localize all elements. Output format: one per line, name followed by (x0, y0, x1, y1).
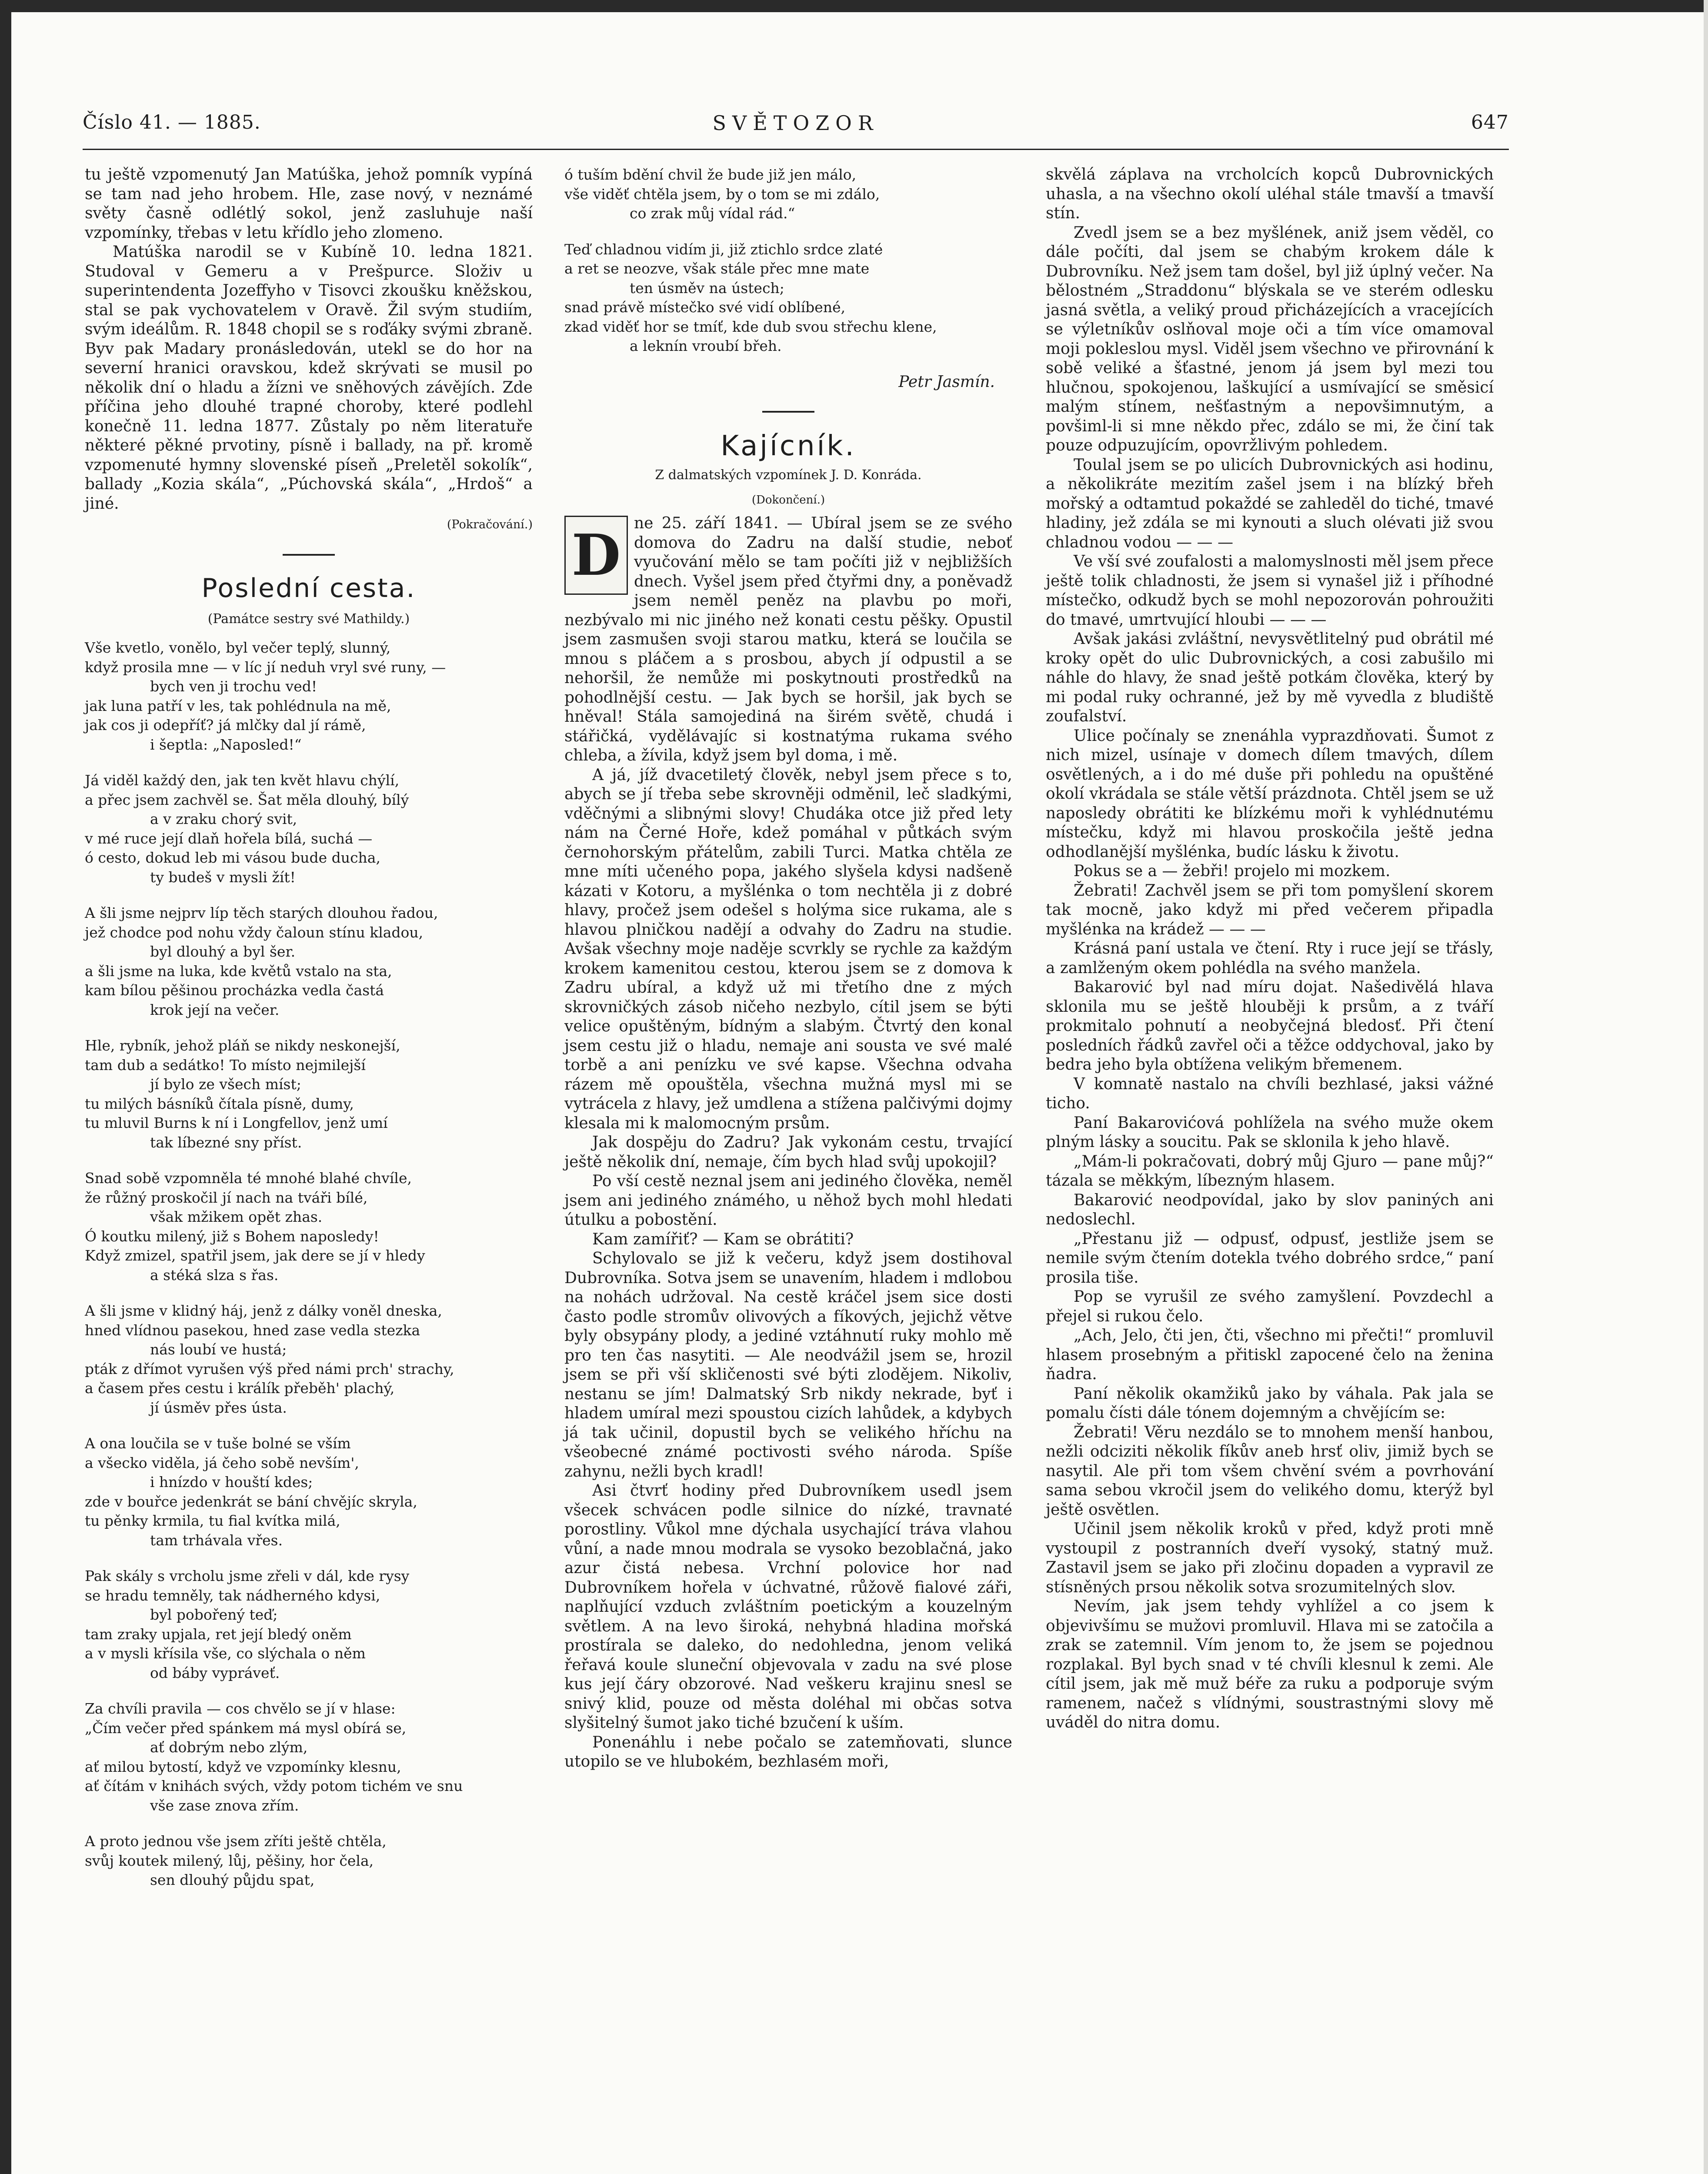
story-note: (Dokončení.) (751, 493, 825, 507)
poem-stanza (85, 638, 533, 754)
scan-left-edge (0, 0, 11, 2174)
col3-paragraph: „Mám-li pokračovati, dobrý můj Gjuro — pane můj?“ tázala se měkkým, líbezným hlasem. (1046, 1152, 1494, 1190)
poem-stanza (564, 240, 1012, 356)
poem-line: však mžikem opět zhas. (150, 1208, 323, 1225)
poem-body (85, 638, 533, 1890)
poem-stanza (564, 165, 1012, 223)
col3-paragraph: Ulice počínaly se znenáhla vyprazdňovati. Šumot z nich mizel, usínaje v domech dílem tmavých, dílem osvětlených, a i do mé duše při pohledu na opuštěné okolí vkrádala se stále větší prázdnota. Chtěl jsem se už naposledy obrátiti ke blízkému moři k vyhlédnutému místečku, když mi hlavou proskočila ještě jedna odhodlanější myšlénka, budíc lásku k životu. (1046, 727, 1494, 861)
col3-paragraph: Bakarović neodpovídal, jako by slov paniných ani nedoslechl. (1046, 1191, 1494, 1228)
poem-line: ať čítám v knihách svých, vždy potom tichém ve snu (85, 1777, 463, 1794)
poem-line: ó cesto, dokud leb mi vásou bude ducha, (85, 849, 380, 866)
poem-line: A ona loučila se v tuše bolné se vším (85, 1435, 351, 1452)
poem-line: i šeptla: „Naposled!“ (150, 736, 302, 753)
column-1 (85, 165, 533, 1907)
poem-line: co zrak můj vídal rád.“ (630, 205, 795, 222)
col3-paragraph: „Přestanu již — odpusť, odpusť, jestliže jsem se nemile svým čtením dotekla tvého dobrého srdce,“ paní prosila tiše. (1046, 1230, 1494, 1287)
poem-line: Teď chladnou vidím ji, již ztichlo srdce zlaté (564, 240, 883, 258)
poem-line: bych ven ji trochu ved! (150, 678, 317, 695)
poem-line: tam dub a sedátko! To místo nejmilejší (85, 1056, 366, 1074)
page-number: 647 (1471, 111, 1509, 133)
poem-line: snad právě místečko své vidí oblíbené, (564, 299, 846, 316)
poem-line: Snad sobě vzpomněla té mnohé blahé chvíle, (85, 1170, 412, 1187)
poem-line: tu milých básníků čítala písně, dumy, (85, 1095, 354, 1112)
poem-stanza (85, 1036, 533, 1152)
poem-line: A šli jsme nejprv líp těch starých dlouhou řadou, (85, 904, 438, 921)
poem-line: A šli jsme v klidný háj, jenž z dálky voněl dneska, (85, 1302, 442, 1319)
poem-ending (564, 165, 1012, 223)
story-title: Kajícník. (721, 430, 856, 462)
poem-line: A proto jednou vše jsem zříti ještě chtěla, (85, 1833, 387, 1850)
column-2 (564, 165, 1012, 1772)
poem-dedication: (Památce sestry své Mathildy.) (207, 611, 410, 627)
col3-paragraph: Žebrati! Věru nezdálo se to mnohem menší hanbou, nežli odciziti několik fíkův aneb hrsť oliv, jimiž bych se nasytil. Ale při tom všem chvění svém a povrhování sama sebou vkročil jsem do velikého domu, kterýž byl ještě osvětlen. (1046, 1423, 1494, 1519)
poem-line: sen dlouhý půjdu spat, (150, 1871, 315, 1888)
poem-line: nás loubí ve hustá; (150, 1341, 287, 1358)
header-rule (83, 149, 1509, 150)
col3-paragraph: V komnatě nastalo na chvíli bezhlasé, jaksi vážné ticho. (1046, 1075, 1494, 1112)
poem-line: a leknín vroubí břeh. (630, 337, 782, 354)
page-header (83, 111, 1509, 146)
col3-paragraph: Paní několik okamžiků jako by váhala. Pak jala se pomalu čísti dále tónem dojemným a chvějícím se: (1046, 1384, 1494, 1422)
poem-line: krok její na večer. (150, 1001, 280, 1018)
poem-line: jak luna patří v les, tak pohlédnula na mě, (85, 697, 391, 714)
poem-author: Petr Jasmín. (898, 373, 995, 391)
poem-line: zde v bouřce jedenkrát se bání chvějíc skryla, (85, 1493, 417, 1510)
poem-line: když prosila mne — v líc jí neduh vryl své runy, — (85, 658, 446, 676)
col2-paragraph: Kam zamířiť? — Kam se obrátiti? (592, 1230, 854, 1248)
col3-paragraph: skvělá záplava na vrcholcích kopců Dubrovnických uhasla, a na všechno okolí uléhal stále tmavší a tmavší stín. (1046, 166, 1494, 222)
poem-stanza (85, 1567, 533, 1683)
poem-line: a v mysli křísila vše, co slýchala o něm (85, 1645, 366, 1662)
poem-line: pták z dřímot vyrušen výš před námi prch' strachy, (85, 1360, 454, 1377)
poem-line: jí bylo ze všech míst; (150, 1076, 301, 1093)
col3-paragraph: Pop se vyrušil ze svého zamyšlení. Povzdechl a přejel si rukou čelo. (1046, 1288, 1494, 1325)
drop-cap: D (564, 516, 628, 595)
poem-line: svůj koutek milený, lůj, pěšiny, hor čela, (85, 1852, 374, 1869)
col3-paragraph: Toulal jsem se po ulicích Dubrovnických asi hodinu, a několikráte mezitím zašel jsem i na blízký břeh mořský a odtamtud pokaždé se zahleděl do tiché, tmavé hladiny, jež zdála se mi kynouti a sluch olévati již svou chladnou vodou — — — (1046, 456, 1494, 551)
poem-ending-stanza (564, 240, 1012, 356)
poem-line: ty budeš v mysli žít! (150, 868, 296, 886)
poem-line: „Čím večer před spánkem má mysl obírá se, (85, 1719, 407, 1737)
poem-title: Poslední cesta. (201, 573, 416, 604)
poem-line: a ret se neozve, však stále přec mne mate (564, 260, 870, 277)
section-divider (283, 554, 335, 556)
continuation-note: (Pokračování.) (447, 518, 533, 531)
poem-line: byl dlouhý a byl šer. (150, 943, 296, 960)
poem-stanza (85, 1699, 533, 1815)
col3-paragraph: Paní Bakarovićová pohlížela na svého muže okem plným lásky a soucitu. Pak se sklonila k jeho hlavě. (1046, 1114, 1494, 1151)
col3-paragraph: „Ach, Jelo, čti jen, čti, všechno mi přečti!“ promluvil hlasem prosebným a přitiskl zapocené čelo na ženina ňadra. (1046, 1327, 1494, 1383)
poem-line: jež chodce pod nohu vždy čaloun stínu kladou, (85, 924, 424, 941)
poem-line: ó tuším bdění chvil že bude již jen málo, (564, 166, 857, 183)
poem-line: Za chvíli pravila — cos chvělo se jí v hlase: (85, 1700, 396, 1717)
section-divider (762, 411, 814, 413)
poem-stanza (85, 1434, 533, 1550)
poem-line: a všecko viděla, já čeho sobě nevším', (85, 1454, 359, 1471)
poem-line: kam bílou pěšinou procházka vedla častá (85, 982, 384, 999)
poem-line: ať milou bytostí, když ve vzpomínky klesnu, (85, 1758, 401, 1775)
poem-line: Já viděl každý den, jak ten květ hlavu chýlí, (85, 772, 400, 789)
poem-line: ať dobrým nebo zlým, (150, 1739, 308, 1756)
scan-right-edge (1704, 0, 1708, 2174)
poem-line: vše viděť chtěla jsem, by o tom se mi zdálo, (564, 185, 880, 203)
poem-line: a v zraku chorý svit, (150, 810, 297, 827)
poem-line: Ó koutku milený, již s Bohem naposledy! (85, 1227, 379, 1245)
poem-line: v mé ruce její dlaň hořela bílá, suchá — (85, 830, 373, 847)
poem-line: Vše kvetlo, vonělo, byl večer teplý, slunný, (85, 639, 391, 656)
poem-line: od báby vypráveť. (150, 1664, 280, 1681)
col2-paragraph: A já, jíž dvacetiletý člověk, nebyl jsem přece s to, abych se jí třeba sebe skrovněji odměnil, leč sladkými, vděčnými a slibnými slovy! Chudáka otce již před lety nám na Černé Hoře, kdež pomáhal v půtkách svým černohorským přátelům, zabili Turci. Matka chtěla ze mne míti učeného popa, jakého slyšela kdysi nadšeně kázati v Kotoru, a myšlénka o tom nechtěla ji z dobré hlavy, pročež jsem odešel s holýma sice rukama, ale s hlavou plničkou nadějí a odvahy do Zadru na studie. Avšak všechny moje naděje scvrkly se rychle za každým krokem kamenitou cestou, kterou jsem se z domova k Zadru ubíral, a když už mi třetího dne z mých skrovničkých zásob ničeho nezbylo, cítil jsem se býti velice opuštěným, bídným a slabým. Čtvrtý den konal jsem cestu již o hladu, nemaje ani sousta ve své malé torbě a ani penízku ve své kapse. Všechna odvaha rázem mě opouštěla, všechna mužná mysl mi se vytrácela z hlavy, jež umdlena a stížena palčivými dojmy klesala mi k malomocným prsům. (564, 766, 1012, 1132)
poem-stanza (85, 1832, 533, 1890)
col1-paragraph: tu ještě vzpomenutý Jan Matúška, jehož pomník vypíná se tam nad jeho hrobem. Hle, zase nový, v neznámé světy časně odlétlý sokol, jenž zasluhuje naší vzpomínky, třebas v letu křídlo jeho zlomeno. (85, 166, 533, 242)
poem-line: tam zraky upjala, ret její bledý oněm (85, 1625, 352, 1643)
col1-paragraph: Matúška narodil se v Kubíně 10. ledna 1821. Studoval v Gemeru a v Prešpurce. Složiv u superintendenta Jozeffyho v Tisovci zkoušku kněžskou, stal se pak vychovatelem v Oravě. Žil svým studiím, svým ideálům. R. 1848 chopil se s roďáky svými zbraně. Byv pak Madary pronásledován, utekl se do hor na severní hranici oravskou, kdež skrývati se musil po několik dní o hladu a žízni ve sněhových závějích. Zde příčina jeho dlouhé trapné choroby, které podlehl konečně 11. ledna 1877. Zůstaly po něm literatuře některé pěkné prvotiny, písně i ballady, na př. kromě vzpomenuté hymny slovenské píseň „Preletěl sokolík“, ballady „Kozia skála“, „Púchovská skála“, „Hrdoš“ a jiné. (85, 243, 533, 513)
col2-paragraph: Po vší cestě neznal jsem ani jediného člověka, neměl jsem ani jediného známého, u něhož bych mohl hledati útulku a pobostění. (564, 1172, 1012, 1229)
poem-line: a stéká slza s řas. (150, 1266, 279, 1284)
poem-line: vše zase znova zřím. (150, 1797, 299, 1814)
poem-stanza (85, 1301, 533, 1417)
col3-paragraph: Žebrati! Zachvěl jsem se při tom pomyšlení skorem tak mocně, jako když mi před večerem připadla myšlénka na krádež — — — (1046, 881, 1494, 938)
col3-paragraph: Nevím, jak jsem tehdy vyhlížel a co jsem k objevivšímu se mužovi promluvil. Hlava mi se zatočila a zrak se zatemnil. Vím jenom to, že jsem se pojednou rozplakal. Byl bych snad v té chvíli klesnul k zemi. Ale cítil jsem, jak mě muž béře za ruku a podporuje svým ramenem, načež s vlídnými, soustrastnými slovy mě uváděl do nitra domu. (1046, 1597, 1494, 1731)
poem-stanza (85, 904, 533, 1020)
col3-paragraph: Učinil jsem několik kroků v před, když proti mně vystoupil z postranních dveří vysoký, statný muž. Zastavil jsem se jako při zločinu dopaden a vypravil ze stísněných prsou několik sotva srozumitelných slov. (1046, 1520, 1494, 1596)
story-subtitle: Z dalmatských vzpomínek J. D. Konráda. (655, 467, 922, 483)
poem-line: tam trhávala vřes. (150, 1531, 283, 1549)
column-3 (1046, 165, 1494, 1733)
poem-line: Hle, rybník, jehož pláň se nikdy neskonejší, (85, 1037, 400, 1054)
poem-line: Když zmizel, spatřil jsem, jak dere se jí v hledy (85, 1247, 425, 1264)
poem-line: i hnízdo v houští kdes; (150, 1474, 313, 1490)
col3-paragraph: Ve vší své zoufalosti a malomyslnosti měl jsem přece ještě tolik chladnosti, že jsem si vynašel již i příhodné místečko, odkudž bych se mohl nepozorován pohroužiti do tmavé, umrtvující hloubi — — — (1046, 553, 1494, 629)
poem-line: tak líbezné sny příst. (150, 1134, 302, 1151)
col2-paragraph: ne 25. září 1841. — Ubíral jsem se ze svého domova do Zadru na další studie, neboť vyučování mělo se tam počíti již v nejbližších dnech. Vyšel jsem před čtyřmi dny, a poněvadž jsem neměl peněz na plavbu po moři, nezbývalo mi nic jiného než konati cestu pěšky. Opustil jsem zasmušen svoji starou matku, která se loučila se mnou s pláčem a s prosbou, abych jí odpustil a se nehoršil, že nemůže mi poskytnouti prostředků na pohodlnější cestu. — Jak bych se horšil, jak bych se hněval! Stála samojediná na širém světě, chudá i stářičká, vydělávajíc si kostnatýma rukama svého chleba, a žívila, když jsem byl doma, i mě. (564, 514, 1012, 764)
col2-paragraph: Jak dospěju do Zadru? Jak vykonám cestu, trvající ještě několik dní, nemaje, čím bych hlad svůj upokojil? (564, 1134, 1012, 1171)
poem-line: se hradu temněly, tak nádherného kdysi, (85, 1587, 380, 1604)
poem-line: byl pobořený teď; (150, 1606, 278, 1623)
story-opening (564, 514, 1012, 766)
poem-line: jí úsměv přes ústa. (150, 1399, 287, 1416)
poem-line: a šli jsme na luka, kde květů vstalo na sta, (85, 962, 392, 980)
col3-paragraph: Krásná paní ustala ve čtení. Rty i ruce její se třásly, a zamlženým okem pohlédla na svého manžela. (1046, 940, 1494, 977)
poem-line: hned vlídnou pasekou, hned zase vedla stezka (85, 1321, 420, 1339)
poem-line: zkad viděť hor se tmíť, kde dub svou střechu klene, (564, 318, 937, 335)
journal-title: SVĚTOZOR (712, 111, 879, 135)
col2-paragraph: Schylovalo se již k večeru, když jsem dostihoval Dubrovníka. Sotva jsem se unavením, hladem i mdlobou na nohách udržoval. Na cestě kráčel jsem sice dosti často podle stromův olivových a fíkových, jejichž větve byly obsypány plody, a jediné vztáhnutí ruky mohlo mě pro ten čas nasytiti. — Ale neodvážil jsem se, hrozil jsem se při vší skličenosti své býti zlodějem. Nikoliv, nestanu se jím! Dalmatský Srb nikdy nekrade, byť i hladem umíral mezi spoustou cizích lahůdek, a kdybych já tak učinil, dopustil bych se velikého hříchu na všeobecné známé poctivosti svého národa. Spíše zahynu, nežli bych kradl! (564, 1250, 1012, 1480)
col3-paragraph: Pokus se a — žebři! projelo mi mozkem. (1074, 862, 1391, 880)
issue-label: Číslo 41. — 1885. (83, 111, 261, 133)
scan-top-edge (0, 0, 1708, 12)
poem-stanza (85, 1169, 533, 1285)
poem-line: ten úsměv na ústech; (630, 279, 784, 297)
col3-paragraph: Avšak jakási zvláštní, nevysvětlitelný pud obrátil mé kroky opět do ulic Dubrovnických, a cosi zabušilo mi náhle do hlavy, že snad ještě potkám člověka, který by mi podal ruky ochranné, jež by mě vyvedla z bludiště zoufalství. (1046, 630, 1494, 725)
col3-paragraph: Zvedl jsem se a bez myšlének, aniž jsem věděl, co dále počíti, dal jsem se chabým krokem dále k Dubrovníku. Než jsem tam došel, byl již úplný večer. Na bělostném „Straddonu“ blýskala se ve sterém odlesku jasná světla, a veliký proud přicházejících a vracejících se výletníkův oslňoval moje oči a tím více omamoval moji pokleslou mysl. Viděl jsem všechno ve přirovnání k sobě veliké a šťastné, jenom já jsem byl mezi tou hlučnou, spokojenou, laškující a usmívající se směsicí malým stínem, nešťastným a nepovšimnutým, a povšiml-li si mne někdo přec, zdálo se mi, že činí tak pouze odpuzujícím, opovržlivým pohledem. (1046, 223, 1494, 454)
col3-paragraph: Bakarović byl nad míru dojat. Našedivělá hlava sklonila mu se ještě hlouběji k prsům, a z tváří prokmitalo pohnutí a neobyčejná bledosť. Při čtení posledních řádků zavřel oči a těžce oddychoval, jako by bedra jeho byla obtížena velikým břemenem. (1046, 978, 1494, 1074)
col2-paragraph: Asi čtvrť hodiny před Dubrovníkem usedl jsem všecek schvácen podle silnice do nízké, travnaté porostliny. Vůkol mne dýchala usychající tráva vlahou vůní, a nade mnou modrala se vysoko bezoblačná, jako azur čistá nebesa. Vrchní polovice hor nad Dubrovníkem hořela v úchvatné, růžově fialové záři, naplňující vzduch zvláštním poetickým a kouzelným světlem. A na levo široká, nehybná hladina mořská prostírala se daleko, do nedohledna, jenom veliká řeřavá koule sluneční objevovala v zadu na své plose kus její čáry obzorové. Nad veškeru krajinu snesl se snivý klid, pouze od města doléhal mi občas sotva slyšitelný šumot jako tiché bzučení k uším. (564, 1482, 1012, 1732)
poem-line: jak cos ji odepříť? já mlčky dal jí rámě, (85, 717, 366, 734)
poem-line: a přec jsem zachvěl se. Šat měla dlouhý, bílý (85, 791, 409, 808)
poem-line: tu mluvil Burns k ní i Longfellov, jenž umí (85, 1114, 388, 1131)
poem-stanza (85, 771, 533, 887)
poem-line: a časem přes cestu i králík přeběh' plachý, (85, 1380, 395, 1397)
col2-paragraph: Ponenáhlu i nebe počalo se zatemňovati, slunce utopilo se ve hlubokém, bezhlasém moři, (564, 1733, 1012, 1771)
poem-line: Pak skály s vrcholu jsme zřeli v dál, kde rysy (85, 1567, 410, 1584)
poem-line: tu pěnky krmila, tu fial kvítka milá, (85, 1512, 340, 1529)
poem-line: že růžný proskočil jí nach na tváři bílé, (85, 1189, 368, 1206)
